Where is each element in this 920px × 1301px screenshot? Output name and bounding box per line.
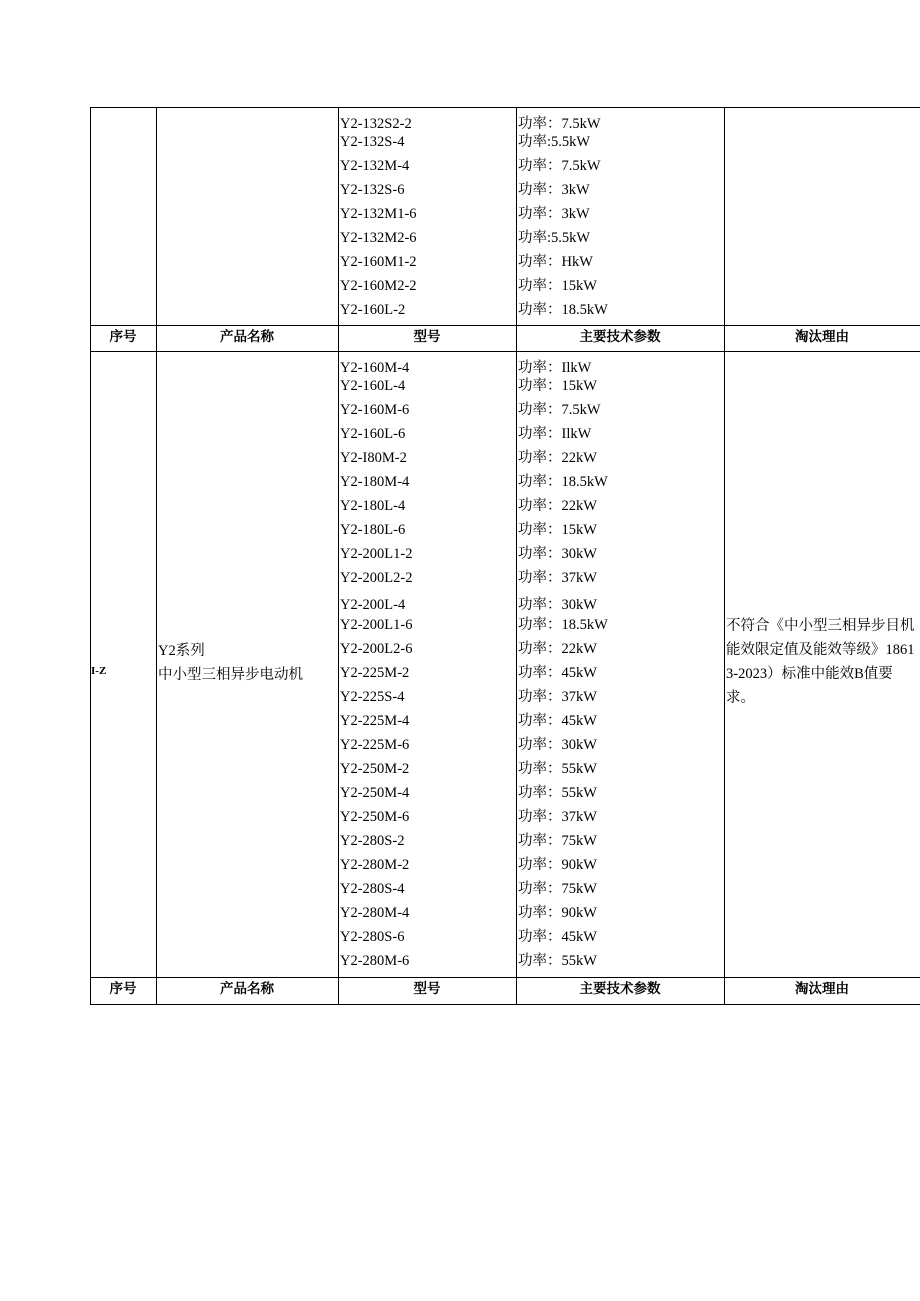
param-item: 功率：15kW <box>518 378 597 394</box>
param-item: 功率：30kW <box>518 597 597 613</box>
model-item: Y2-280S-4 <box>340 881 405 897</box>
model-item: Y2-200L2-6 <box>340 641 413 657</box>
model-item: Y2-160L-2 <box>340 302 406 318</box>
model-item: Y2-160M-4 <box>340 360 410 376</box>
param-item: 功率：IlkW <box>518 426 592 442</box>
model-item: Y2-132M2-6 <box>340 230 417 246</box>
model-item: Y2-250M-4 <box>340 785 410 801</box>
model-item: Y2-225M-4 <box>340 713 410 729</box>
header-model: 型号 <box>413 329 441 345</box>
model-item: Y2-280M-4 <box>340 905 410 921</box>
header-model: 型号 <box>413 981 441 997</box>
param-item: 功率：IlkW <box>518 360 592 376</box>
model-item: Y2-250M-2 <box>340 761 410 777</box>
model-item: Y2-200L1-6 <box>340 617 413 633</box>
product-name-line1: Y2系列 <box>158 643 205 659</box>
param-item: 功率:5.5kW <box>518 230 591 246</box>
model-item: Y2-160M1-2 <box>340 254 417 270</box>
param-item: 功率：30kW <box>518 546 597 562</box>
row-divider-header1-top <box>90 325 920 326</box>
param-item: 功率：45kW <box>518 665 597 681</box>
model-item: Y2-180L-4 <box>340 498 406 514</box>
model-item: Y2-200L2-2 <box>340 570 413 586</box>
model-item: Y2-132M-4 <box>340 158 410 174</box>
table-border-bottom <box>90 1004 920 1005</box>
param-item: 功率：75kW <box>518 881 597 897</box>
param-item: 功率：22kW <box>518 498 597 514</box>
param-item: 功率：45kW <box>518 929 597 945</box>
model-item: Y2-225M-2 <box>340 665 410 681</box>
header-seq: 序号 <box>109 981 137 997</box>
header-elimination-reason: 淘汰理由 <box>795 981 849 997</box>
product-name <box>158 639 303 687</box>
model-item: Y2-I80M-2 <box>340 450 407 466</box>
param-item: 功率：37kW <box>518 809 597 825</box>
model-item: Y2-225M-6 <box>340 737 410 753</box>
param-item: 功率：37kW <box>518 689 597 705</box>
table-border-left <box>90 107 91 1005</box>
param-item: 功率：55kW <box>518 761 597 777</box>
param-item: 功率：7.5kW <box>518 158 601 174</box>
column-divider-1 <box>156 107 157 1005</box>
model-item: Y2-132S-4 <box>340 134 405 150</box>
header-product-name: 产品名称 <box>220 981 274 997</box>
row-divider-header2-top <box>90 977 920 978</box>
model-item: Y2-200L-4 <box>340 597 406 613</box>
param-item: 功率：7.5kW <box>518 116 601 132</box>
model-item: Y2-280S-6 <box>340 929 405 945</box>
column-divider-4 <box>724 107 725 1005</box>
param-item: 功率：45kW <box>518 713 597 729</box>
header-tech-params: 主要技术参数 <box>579 329 661 345</box>
model-item: Y2-160M2-2 <box>340 278 417 294</box>
header-tech-params: 主要技术参数 <box>579 981 661 997</box>
param-item: 功率：55kW <box>518 953 597 969</box>
model-item: Y2-132S-6 <box>340 182 405 198</box>
param-item: 功率：30kW <box>518 737 597 753</box>
param-item: 功率：18.5kW <box>518 302 608 318</box>
param-item: 功率：90kW <box>518 905 597 921</box>
model-item: Y2-180L-6 <box>340 522 406 538</box>
param-item: 功率：15kW <box>518 278 597 294</box>
model-item: Y2-180M-4 <box>340 474 410 490</box>
model-item: Y2-250M-6 <box>340 809 410 825</box>
param-item: 功率：3kW <box>518 182 590 198</box>
param-item: 功率：18.5kW <box>518 617 608 633</box>
param-item: 功率：15kW <box>518 522 597 538</box>
param-item: 功率：90kW <box>518 857 597 873</box>
model-item: Y2-280S-2 <box>340 833 405 849</box>
elimination-reason: 不符合《中小型三相异步目机能效限定值及能效等级》18613-2023）标准中能效B值要求。 <box>726 618 915 706</box>
product-name-line2: 中小型三相异步电动机 <box>158 667 303 683</box>
model-item: Y2-280M-2 <box>340 857 410 873</box>
model-item: Y2-160L-4 <box>340 378 406 394</box>
column-divider-2 <box>338 107 339 1005</box>
param-item: 功率：3kW <box>518 206 590 222</box>
model-item: Y2-132S2-2 <box>340 116 412 132</box>
param-item: 功率：22kW <box>518 450 597 466</box>
model-item: Y2-132M1-6 <box>340 206 417 222</box>
model-item: Y2-200L1-2 <box>340 546 413 562</box>
row-seq: I-Z <box>91 665 107 677</box>
param-item: 功率：7.5kW <box>518 402 601 418</box>
param-item: 功率：18.5kW <box>518 474 608 490</box>
param-item: 功率：37kW <box>518 570 597 586</box>
param-item: 功率：55kW <box>518 785 597 801</box>
column-divider-3 <box>516 107 517 1005</box>
model-item: Y2-280M-6 <box>340 953 410 969</box>
product-table <box>90 107 920 1005</box>
model-item: Y2-225S-4 <box>340 689 405 705</box>
header-seq: 序号 <box>109 329 137 345</box>
param-item: 功率：22kW <box>518 641 597 657</box>
header-elimination-reason: 淘汰理由 <box>795 329 849 345</box>
model-item: Y2-160L-6 <box>340 426 406 442</box>
row-divider-header1-bottom <box>90 351 920 352</box>
param-item: 功率:5.5kW <box>518 134 591 150</box>
header-product-name: 产品名称 <box>220 329 274 345</box>
model-item: Y2-160M-6 <box>340 402 410 418</box>
table-border-top <box>90 107 920 108</box>
param-item: 功率：75kW <box>518 833 597 849</box>
param-item: 功率：HkW <box>518 254 593 270</box>
